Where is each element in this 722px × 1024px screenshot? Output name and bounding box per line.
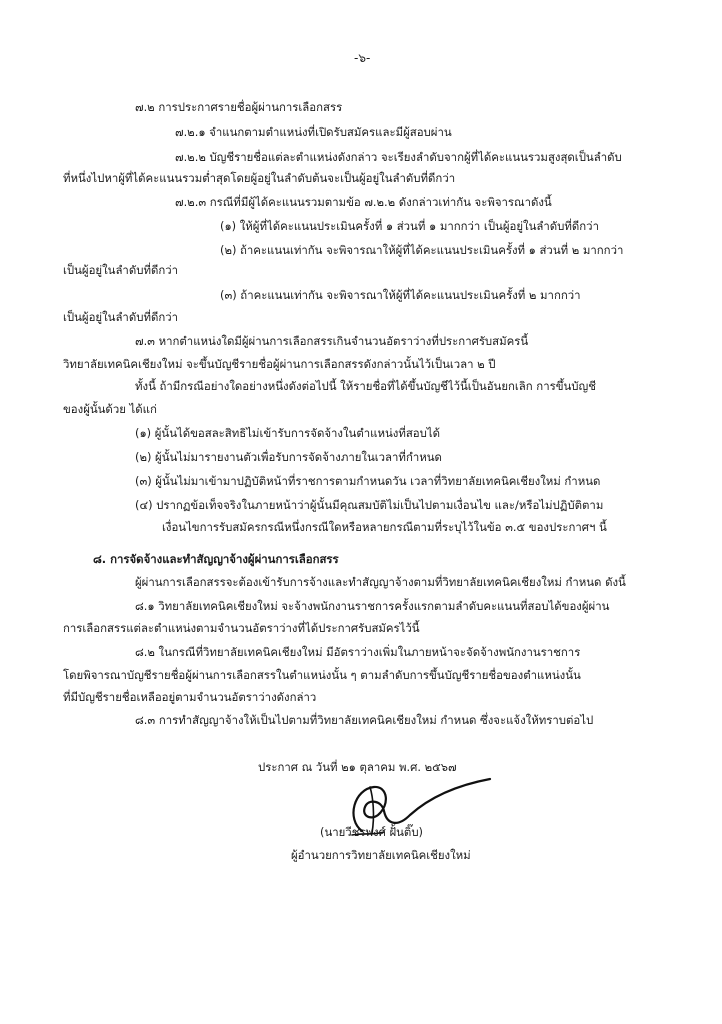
item-1-tiebreak: (๑) ให้ผู้ที่ได้คะแนนประเมินครั้งที่ ๑ ส่วนที่ ๑ มากกว่า เป็นผู้อยู่ในลำดับที่ดีกว่า: [220, 219, 599, 233]
cancel-condition-2: (๒) ผู้นั้นไม่มารายงานตัวเพื่อรับการจัดจ้างภายในเวลาที่กำหนด: [135, 450, 442, 464]
clause-7-2-2-line2: ที่หนึ่งไปหาผู้ที่ได้คะแนนรวมต่ำสุดโดยผู้อยู่ในลำดับต้นจะเป็นผู้อยู่ในลำดับที่ดีกว่า: [63, 171, 456, 185]
item-3-tiebreak-line1: (๓) ถ้าคะแนนเท่ากัน จะพิจารณาให้ผู้ที่ได้คะแนนประเมินครั้งที่ ๒ มากกว่า: [220, 288, 581, 302]
item-2-tiebreak-line2: เป็นผู้อยู่ในลำดับที่ดีกว่า: [63, 263, 179, 277]
page-number: -๖-: [354, 51, 371, 65]
section-7-3-line3: ทั้งนี้ ถ้ามีกรณีอย่างใดอย่างหนึ่งดังต่อไปนี้ ให้รายชื่อที่ได้ขึ้นบัญชีไว้นี้เป็นอันยกเลิก การขึ้นบัญชี: [135, 379, 596, 393]
cancel-condition-3: (๓) ผู้นั้นไม่มาเข้ามาปฏิบัติหน้าที่ราชการตามกำหนดวัน เวลาที่วิทยาลัยเทคนิคเชียงใหม่ กำหนด: [135, 474, 601, 488]
clause-8-2-line2: โดยพิจารณาบัญชีรายชื่อผู้ผ่านการเลือกสรรในตำแหน่งนั้น ๆ ตามลำดับการขึ้นบัญชีรายชื่อของตำแหน่งนั้น: [63, 668, 581, 682]
clause-8-2-line1: ๘.๒ ในกรณีที่วิทยาลัยเทคนิคเชียงใหม่ มีอัตราว่างเพิ่มในภายหน้าจะจัดจ้างพนักงานราชการ: [135, 645, 581, 659]
signatory-name: (นายวีชรพงศ์ ฝั้นติ๊บ): [320, 825, 423, 839]
item-2-tiebreak-line1: (๒) ถ้าคะแนนเท่ากัน จะพิจารณาให้ผู้ที่ได้คะแนนประเมินครั้งที่ ๑ ส่วนที่ ๒ มากกว่า: [220, 243, 624, 257]
clause-7-2-1: ๗.๒.๑ จำแนกตามตำแหน่งที่เปิดรับสมัครและมีผู้สอบผ่าน: [175, 125, 452, 139]
cancel-condition-4-line1: (๔) ปรากฏข้อเท็จจริงในภายหน้าว่าผู้นั้นมีคุณสมบัติไม่เป็นไปตามเงื่อนไข และ/หรือไม่ปฏิบัติตาม: [135, 498, 604, 512]
announcement-date: ประกาศ ณ วันที่ ๒๑ ตุลาคม พ.ศ. ๒๕๖๗: [258, 760, 457, 774]
cancel-condition-4-line2: เงื่อนไขการรับสมัครกรณีหนึ่งกรณีใดหรือหลายกรณีตามที่ระบุไว้ในข้อ ๓.๕ ของประกาศฯ นี้: [162, 520, 607, 534]
clause-8-2-line3: ที่มีบัญชีรายชื่อเหลืออยู่ตามจำนวนอัตราว่างดังกล่าว: [63, 690, 317, 704]
clause-7-2-3: ๗.๒.๓ กรณีที่มีผู้ได้คะแนนรวมตามข้อ ๗.๒.๒ ดังกล่าวเท่ากัน จะพิจารณาดังนี้: [175, 195, 552, 209]
clause-8-1-line2: การเลือกสรรแต่ละตำแหน่งตามจำนวนอัตราว่างที่ได้ประกาศรับสมัครไว้นี้: [63, 621, 420, 635]
section-8-heading: ๘. การจัดจ้างและทำสัญญาจ้างผู้ผ่านการเลือกสรร: [93, 552, 339, 566]
clause-8-3: ๘.๓ การทำสัญญาจ้างให้เป็นไปตามที่วิทยาลัยเทคนิคเชียงใหม่ กำหนด ซึ่งจะแจ้งให้ทราบต่อไป: [135, 713, 594, 727]
section-7-2-heading: ๗.๒ การประกาศรายชื่อผู้ผ่านการเลือกสรร: [135, 100, 343, 114]
section-8-intro: ผู้ผ่านการเลือกสรรจะต้องเข้ารับการจ้างและทำสัญญาจ้างตามที่วิทยาลัยเทคนิคเชียงใหม่ กำหนด ดังนี้: [135, 575, 626, 589]
section-7-3-line1: ๗.๓ หากตำแหน่งใดมีผู้ผ่านการเลือกสรรเกินจำนวนอัตราว่างที่ประกาศรับสมัครนี้: [135, 334, 529, 348]
clause-7-2-2-line1: ๗.๒.๒ บัญชีรายชื่อแต่ละตำแหน่งดังกล่าว จะเรียงลำดับจากผู้ที่ได้คะแนนรวมสูงสุดเป็นลำดับ: [175, 150, 622, 164]
section-7-3-line2: วิทยาลัยเทคนิคเชียงใหม่ จะขึ้นบัญชีรายชื่อผู้ผ่านการเลือกสรรดังกล่าวนั้นไว้เป็นเวลา ๒ ปี: [63, 357, 496, 371]
section-7-3-line4: ของผู้นั้นด้วย ได้แก่: [63, 402, 157, 416]
signatory-title: ผู้อำนวยการวิทยาลัยเทคนิคเชียงใหม่: [291, 848, 471, 862]
cancel-condition-1: (๑) ผู้นั้นได้ขอสละสิทธิไม่เข้ารับการจัดจ้างในตำแหน่งที่สอบได้: [135, 426, 440, 440]
item-3-tiebreak-line2: เป็นผู้อยู่ในลำดับที่ดีกว่า: [63, 310, 179, 324]
clause-8-1-line1: ๘.๑ วิทยาลัยเทคนิคเชียงใหม่ จะจ้างพนักงานราชการครั้งแรกตามลำดับคะแนนที่สอบได้ของผู้ผ่าน: [135, 599, 610, 613]
